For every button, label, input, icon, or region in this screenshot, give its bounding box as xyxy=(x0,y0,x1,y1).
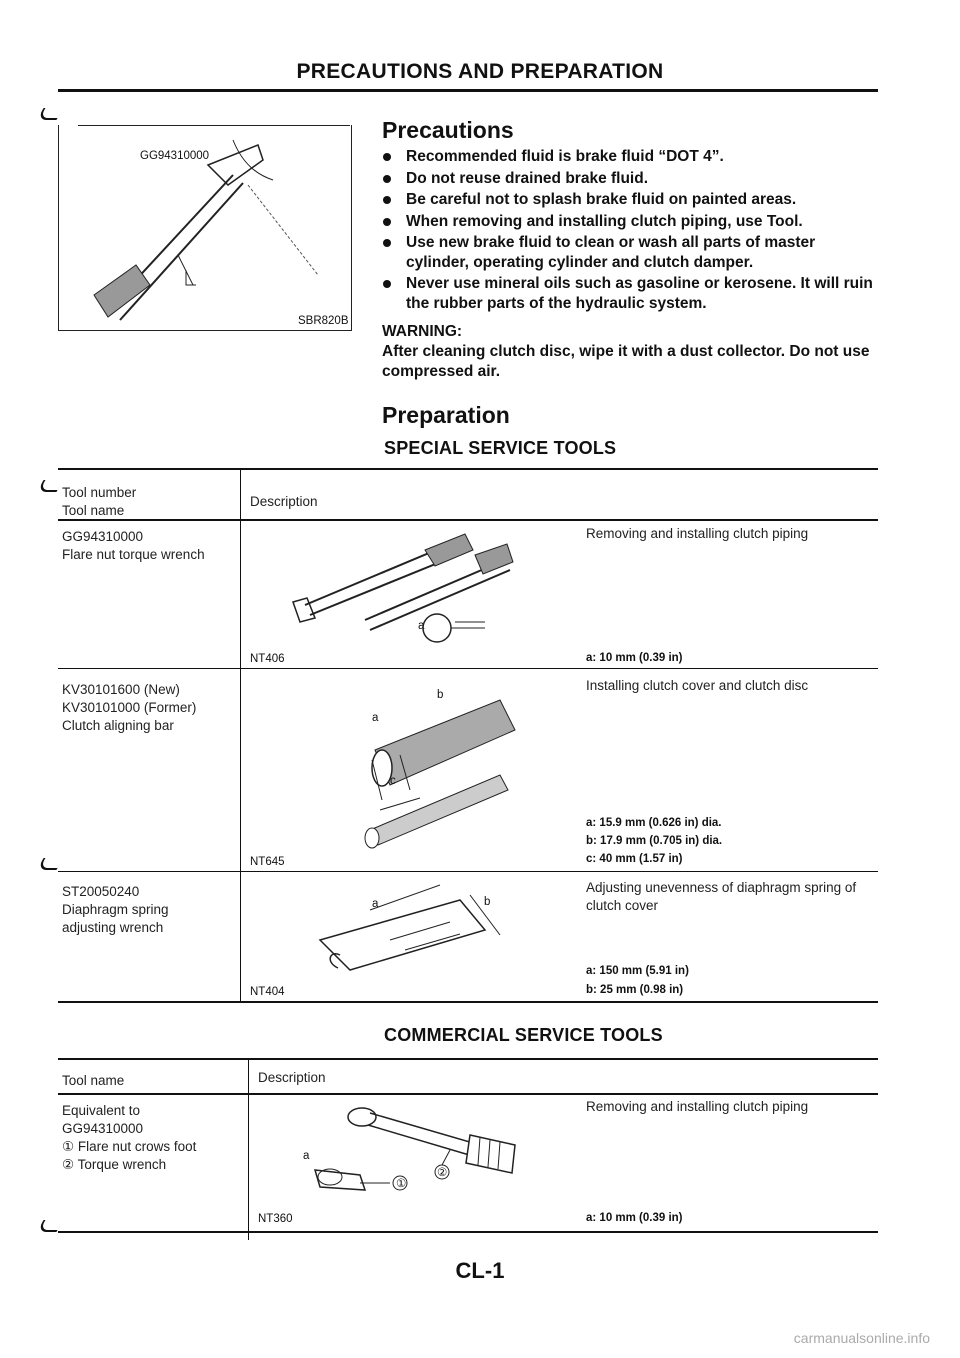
col-tool-name: Tool name xyxy=(62,503,125,518)
precautions-list xyxy=(382,147,882,315)
tool-number: KV30101600 (New) xyxy=(62,682,180,697)
tool-dimension: a: 10 mm (0.39 in) xyxy=(586,652,683,664)
tool-description: Installing clutch cover and clutch disc xyxy=(586,678,809,693)
col-description: Description xyxy=(250,494,318,509)
tool-part-2: ② Torque wrench xyxy=(62,1157,167,1172)
tool-name: Clutch aligning bar xyxy=(62,718,174,733)
tool-dimension: a: 10 mm (0.39 in) xyxy=(586,1212,683,1224)
crows-foot-torque-wrench-illustration xyxy=(290,1105,550,1195)
row-rule xyxy=(58,871,878,872)
preparation-heading: Preparation xyxy=(382,402,510,428)
page-title: PRECAUTIONS AND PREPARATION xyxy=(296,60,664,83)
col-tool-number: Tool number xyxy=(62,485,137,500)
callout-2: ② xyxy=(437,1167,448,1179)
tool-part-1: ① Flare nut crows foot xyxy=(62,1139,197,1154)
callout-a: a xyxy=(372,712,379,724)
title-rule xyxy=(58,89,878,92)
col-description: Description xyxy=(258,1070,326,1085)
tool-name-cont: adjusting wrench xyxy=(62,920,164,935)
tool-equivalent-label: Equivalent to xyxy=(62,1103,141,1118)
diaphragm-spring-wrench-illustration xyxy=(310,880,520,980)
callout-a: a xyxy=(418,620,425,632)
warning-label: WARNING: xyxy=(382,323,463,340)
tool-dimension: b: 17.9 mm (0.705 in) dia. xyxy=(586,835,723,847)
callout-c: c xyxy=(390,775,396,787)
callout-1: ① xyxy=(396,1178,407,1190)
commercial-table-divider xyxy=(248,1060,249,1240)
special-table-divider xyxy=(240,470,241,1002)
tool-number: GG94310000 xyxy=(62,1121,144,1136)
flare-nut-torque-wrench-illustration xyxy=(285,530,545,650)
col-tool-name: Tool name xyxy=(62,1073,125,1088)
tool-code: NT406 xyxy=(250,653,285,665)
commercial-tools-heading: COMMERCIAL SERVICE TOOLS xyxy=(384,1025,663,1045)
tool-code: NT645 xyxy=(250,856,285,868)
tool-dimension: c: 40 mm (1.57 in) xyxy=(586,853,683,865)
commercial-table-bottom-rule xyxy=(58,1231,878,1233)
commercial-table-top-rule xyxy=(58,1058,878,1060)
corner-mark xyxy=(37,108,64,120)
precaution-item: Recommended fluid is brake fluid “DOT 4”. xyxy=(382,147,882,167)
tool-description: Adjusting unevenness of diaphragm spring of clutch cover xyxy=(586,880,857,913)
tool-code: NT404 xyxy=(250,986,285,998)
tool-dimension: a: 15.9 mm (0.626 in) dia. xyxy=(586,817,722,829)
precaution-item: Be careful not to splash brake fluid on painted areas. xyxy=(382,190,882,210)
corner-mark xyxy=(37,858,64,870)
precaution-item: Do not reuse drained brake fluid. xyxy=(382,169,882,189)
tool-description: Removing and installing clutch piping xyxy=(586,1099,809,1114)
tool-description: Removing and installing clutch piping xyxy=(586,526,809,541)
commercial-table-header-rule xyxy=(58,1093,878,1095)
row-rule xyxy=(58,668,878,669)
precautions-heading: Precautions xyxy=(382,117,514,143)
warning-text: After cleaning clutch disc, wipe it with a dust collector. Do not use compressed air. xyxy=(382,343,870,380)
special-table-top-rule xyxy=(58,468,878,470)
watermark: carmanualsonline.info xyxy=(793,1330,930,1346)
tool-code: NT360 xyxy=(258,1213,293,1225)
precaution-item: Use new brake fluid to clean or wash all parts of master cylinder, operating cylinder and clutch damper. xyxy=(382,233,882,272)
figure-tool-label: GG94310000 xyxy=(140,150,210,162)
callout-b: b xyxy=(484,896,491,908)
figure-ref-code: SBR820B xyxy=(298,315,349,327)
precaution-item: When removing and installing clutch piping, use Tool. xyxy=(382,212,882,232)
tool-name: Flare nut torque wrench xyxy=(62,547,205,562)
tool-dimension: b: 25 mm (0.98 in) xyxy=(586,984,684,996)
callout-a: a xyxy=(372,898,379,910)
tool-number: ST20050240 xyxy=(62,884,140,899)
special-table-header-rule xyxy=(58,519,878,521)
page-number: CL-1 xyxy=(455,1258,505,1283)
precaution-item: Never use mineral oils such as gasoline or kerosene. It will ruin the rubber parts of the hydraulic system. xyxy=(382,274,882,313)
tool-dimension: a: 150 mm (5.91 in) xyxy=(586,965,689,977)
special-tools-heading: SPECIAL SERVICE TOOLS xyxy=(384,438,617,458)
tool-name: Diaphragm spring xyxy=(62,902,169,917)
tool-number: GG94310000 xyxy=(62,529,144,544)
corner-mark xyxy=(37,480,64,492)
special-table-bottom-rule xyxy=(58,1001,878,1003)
callout-b: b xyxy=(437,689,444,701)
callout-a: a xyxy=(303,1150,310,1162)
tool-number-former: KV30101000 (Former) xyxy=(62,700,197,715)
